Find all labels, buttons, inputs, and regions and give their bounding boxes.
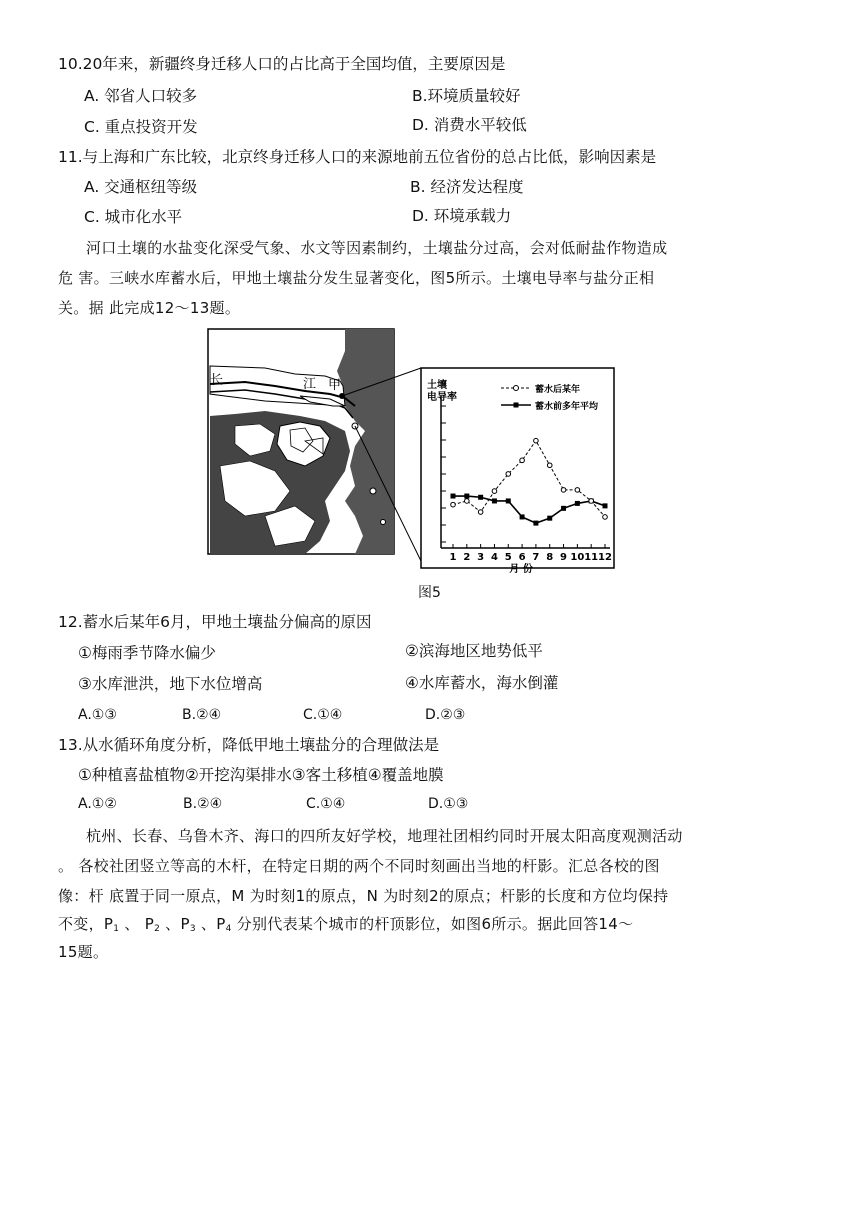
x-tick-label-12: 12 bbox=[598, 552, 612, 563]
legend-label-before: 蓄水前多年平均 bbox=[535, 402, 599, 412]
point-after-1 bbox=[451, 502, 456, 507]
q12-option-a: A.①③ bbox=[78, 707, 117, 723]
x-axis-label: 月 份 bbox=[509, 564, 533, 575]
point-after-2 bbox=[465, 499, 470, 504]
q13-statements: ①种植喜盐植物②开挖沟渠排水③客土移植④覆盖地膜 bbox=[78, 766, 444, 784]
p1-subscript: 1 bbox=[113, 924, 120, 934]
q13-option-b: B.②④ bbox=[183, 796, 223, 812]
point-before-1 bbox=[451, 494, 456, 499]
passage2-line2: 。 各校社团竖立等高的木杆，在特定日期的两个不同时刻画出当地的杆影。汇总各校的图 bbox=[58, 857, 660, 875]
x-tick-label-8: 8 bbox=[546, 552, 554, 563]
x-tick-label-7: 7 bbox=[532, 552, 540, 563]
point-before-5 bbox=[506, 498, 511, 503]
point-after-8 bbox=[547, 463, 552, 468]
p4-subscript: 4 bbox=[225, 924, 232, 934]
point-before-2 bbox=[464, 494, 469, 499]
p2-subscript: 2 bbox=[154, 924, 161, 934]
q12-statement-1: ①梅雨季节降水偏少 bbox=[78, 644, 216, 662]
q13-option-c: C.①④ bbox=[306, 796, 346, 812]
x-tick-label-6: 6 bbox=[518, 552, 526, 563]
q12-option-b: B.②④ bbox=[182, 707, 222, 723]
point-before-12 bbox=[603, 503, 608, 508]
q10-stem: 10.20年来，新疆终身迁移人口的占比高于全国均值，主要原因是 bbox=[58, 55, 506, 73]
q13-option-a: A.①② bbox=[78, 796, 117, 812]
point-after-5 bbox=[506, 472, 511, 477]
passage1-line3: 关。据 此完成12～13题。 bbox=[58, 299, 241, 317]
x-tick-label-1: 1 bbox=[449, 552, 457, 563]
figure-caption: 图5 bbox=[418, 585, 441, 601]
q11-stem: 11.与上海和广东比较，北京终身迁移人口的来源地前五位省份的总占比低，影响因素是 bbox=[58, 148, 657, 166]
map-label-jiang: 江 bbox=[303, 377, 317, 392]
passage2-line1: 杭州、长春、乌鲁木齐、海口的四所友好学校，地理社团相约同时开展太阳高度观测活动 bbox=[86, 827, 683, 845]
passage2-line3: 像：杆 底置于同一原点，M 为时刻1的原点，N 为时刻2的原点；杆影的长度和方位均保持 bbox=[58, 887, 669, 905]
point-before-4 bbox=[492, 498, 497, 503]
q12-option-d: D.②③ bbox=[425, 707, 466, 723]
point-before-6 bbox=[520, 514, 525, 519]
x-tick-label-2: 2 bbox=[463, 552, 471, 563]
figure-5-svg bbox=[205, 326, 617, 576]
point-after-10 bbox=[575, 488, 580, 493]
map-label-jia: 甲 bbox=[328, 378, 342, 393]
q10-option-a: A. 邻省人口较多 bbox=[84, 87, 198, 105]
q11-option-b: B. 经济发达程度 bbox=[410, 178, 524, 196]
q10-option-d: D. 消费水平较低 bbox=[412, 116, 527, 134]
point-before-3 bbox=[478, 495, 483, 500]
passage2-line4 bbox=[58, 914, 633, 939]
x-tick-label-9: 9 bbox=[560, 552, 568, 563]
q11-option-a: A. 交通枢纽等级 bbox=[84, 178, 198, 196]
point-after-9 bbox=[561, 488, 566, 493]
map-label-chang: 长 bbox=[210, 373, 224, 388]
conductivity-chart bbox=[421, 368, 614, 575]
y-axis-label-line: 土壤 bbox=[427, 380, 447, 391]
q11-option-d: D. 环境承载力 bbox=[412, 207, 512, 225]
point-after-4 bbox=[492, 489, 497, 494]
p4-text-d: 、P bbox=[195, 915, 226, 933]
passage1-line2: 危 害。三峡水库蓄水后，甲地土壤盐分发生显著变化，图5所示。土壤电导率与盐分正相 bbox=[58, 269, 655, 287]
p4-text-e: 分别代表某个城市的杆顶影位，如图6所示。据此回答14～ bbox=[231, 915, 634, 933]
q12-option-c: C.①④ bbox=[303, 707, 343, 723]
y-axis-label-line: 电导率 bbox=[427, 392, 457, 403]
p4-text-a: 不变，P bbox=[58, 915, 114, 933]
point-before-10 bbox=[575, 501, 580, 506]
q10-option-b: B.环境质量较好 bbox=[412, 87, 521, 105]
legend-marker-after bbox=[514, 386, 519, 391]
passage2-line5: 15题。 bbox=[58, 943, 109, 961]
point-after-6 bbox=[520, 458, 525, 463]
legend-label-after: 蓄水后某年 bbox=[535, 385, 581, 395]
x-tick-label-10: 10 bbox=[570, 552, 585, 563]
q10-option-c: C. 重点投资开发 bbox=[84, 118, 198, 136]
p4-text-c: 、P bbox=[160, 915, 190, 933]
estuary-map bbox=[208, 329, 394, 554]
q11-option-c: C. 城市化水平 bbox=[84, 208, 183, 226]
p3-subscript: 3 bbox=[189, 924, 196, 934]
point-after-3 bbox=[478, 510, 483, 515]
point-after-11 bbox=[589, 499, 594, 504]
figure-5 bbox=[205, 326, 617, 576]
point-before-7 bbox=[533, 521, 538, 526]
q12-statement-3: ③水库泄洪，地下水位增高 bbox=[78, 675, 263, 693]
passage1-line1: 河口土壤的水盐变化深受气象、水文等因素制约，土壤盐分过高，会对低耐盐作物造成 bbox=[86, 239, 668, 257]
x-tick-label-11: 11 bbox=[584, 552, 599, 563]
legend-marker-before bbox=[514, 403, 519, 408]
point-after-12 bbox=[603, 515, 608, 520]
q13-stem: 13.从水循环角度分析，降低甲地土壤盐分的合理做法是 bbox=[58, 736, 440, 754]
point-after-7 bbox=[534, 438, 539, 443]
q13-option-d: D.①③ bbox=[428, 796, 469, 812]
q12-statement-2: ②滨海地区地势低平 bbox=[405, 642, 543, 660]
q12-stem: 12.蓄水后某年6月，甲地土壤盐分偏高的原因 bbox=[58, 613, 372, 631]
x-tick-label-4: 4 bbox=[490, 552, 498, 563]
q12-statement-4: ④水库蓄水，海水倒灌 bbox=[405, 674, 559, 692]
point-before-8 bbox=[547, 516, 552, 521]
p4-text-b: 、 P bbox=[119, 915, 155, 933]
x-tick-label-5: 5 bbox=[504, 552, 512, 563]
x-tick-label-3: 3 bbox=[477, 552, 485, 563]
point-before-9 bbox=[561, 506, 566, 511]
